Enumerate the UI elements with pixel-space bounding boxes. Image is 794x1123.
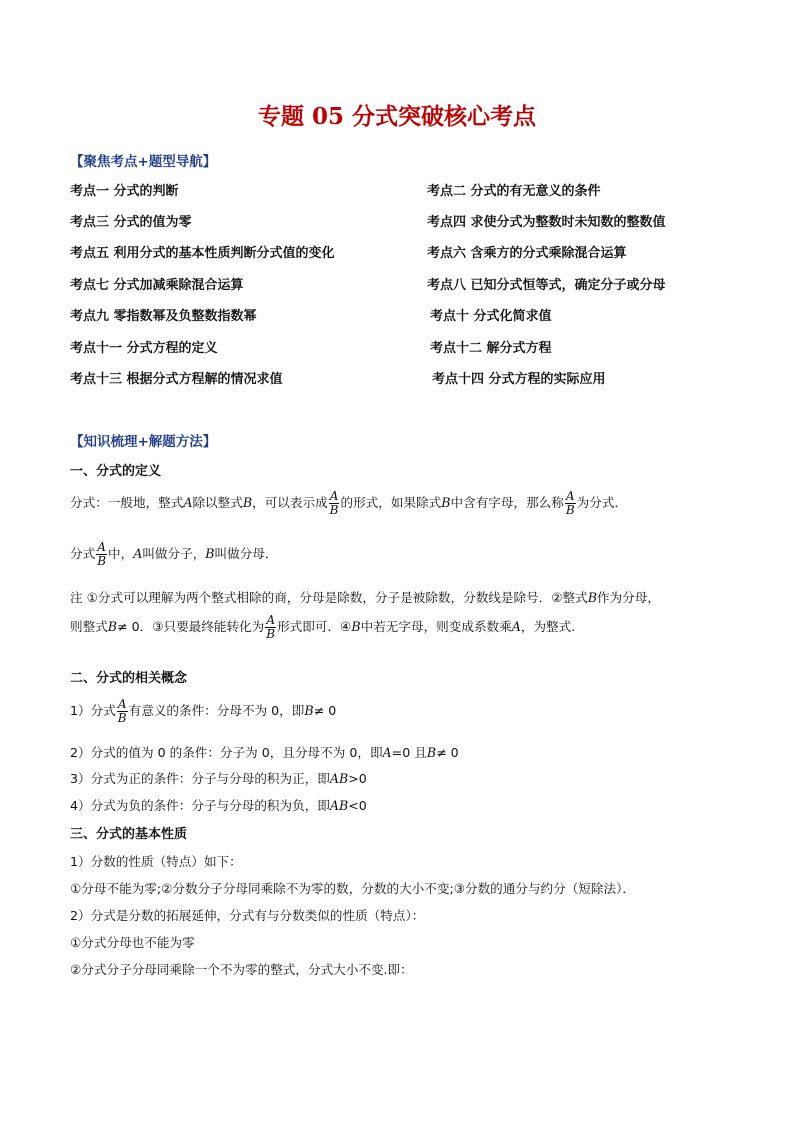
section-2-title: 二、分式的相关概念: [70, 671, 188, 686]
nav-item-9: 考点九 零指数幂及负整数指数幂: [70, 309, 257, 324]
property-line-3: 2）分式是分数的拓展延伸，分式有与分数类似的性质（特点）：: [70, 908, 425, 923]
nav-item-13: 考点十三 根据分式方程解的情况求值: [70, 372, 283, 387]
page-title: 专题 05 分式突破核心考点: [257, 103, 537, 130]
definition-paragraph: 分式：一般地，整式A除以整式B，可以表示成 $\frac{A}{B}$ 的形式，如果除式B中含有字母，那么称 $\frac{A}{B}$ 为分式．: [70, 489, 628, 517]
concept-2: 2）分式的值为 0 的条件：分子为 0，且分母不为 0，即A=0 且B≠ 0: [70, 745, 459, 760]
note-line-1: 注 ①分式可以理解为两个整式相除的商，分母是除数，分子是被除数，分数线是除号．②整式B作为分母，: [70, 590, 660, 605]
nav-item-7: 考点七 分式加减乘除混合运算: [70, 278, 244, 293]
fraction-a-over-b: $\frac{A}{B}$: [565, 489, 575, 517]
note-line-2: 则整式B≠ 0．③只要最终能转化为 $\frac{A}{B}$ 形式即可．④B中若无字母，则变成系数乘A，为整式.: [70, 613, 576, 641]
nav-item-8: 考点八 已知分式恒等式，确定分子或分母: [427, 278, 666, 293]
section-1-title: 一、分式的定义: [70, 464, 162, 479]
nav-heading: 【聚焦考点+题型导航】: [70, 154, 217, 170]
fraction-a-over-b: $\frac{A}{B}$: [117, 697, 127, 725]
nav-item-6: 考点六 含乘方的分式乘除混合运算: [427, 246, 627, 261]
concept-1: 1）分式 $\frac{A}{B}$ 有意义的条件：分母不为 0，即B≠ 0: [70, 697, 337, 725]
fraction-a-over-b: $\frac{A}{B}$: [329, 489, 339, 517]
knowledge-heading: 【知识梳理+解题方法】: [70, 434, 217, 450]
property-line-1: 1）分数的性质（特点）如下：: [70, 854, 242, 869]
fraction-a-over-b: $\frac{A}{B}$: [266, 613, 276, 641]
numerator-denominator-line: 分式 $\frac{A}{B}$ 中，A叫做分子，B叫做分母．: [70, 540, 278, 568]
property-line-2: ①分母不能为零;②分数分子分母同乘除不为零的数，分数的大小不变;③分数的通分与约分（短除法）．: [70, 881, 635, 896]
concept-3: 3）分式为正的条件：分子与分母的积为正，即AB>0: [70, 771, 367, 786]
nav-item-14: 考点十四 分式方程的实际应用: [432, 372, 606, 387]
nav-item-2: 考点二 分式的有无意义的条件: [427, 184, 601, 199]
nav-item-10: 考点十 分式化简求值: [430, 309, 552, 324]
section-3-title: 三、分式的基本性质: [70, 827, 188, 842]
nav-item-4: 考点四 求使分式为整数时未知数的整数值: [427, 215, 666, 230]
property-line-5: ②分式分子分母同乘除一个不为零的整式，分式大小不变.即：: [70, 962, 413, 977]
concept-4: 4）分式为负的条件：分子与分母的积为负，即AB<0: [70, 798, 367, 813]
nav-item-5: 考点五 利用分式的基本性质判断分式值的变化: [70, 246, 335, 261]
fraction-a-over-b: $\frac{A}{B}$: [97, 540, 107, 568]
nav-item-1: 考点一 分式的判断: [70, 184, 179, 199]
nav-item-11: 考点十一 分式方程的定义: [70, 341, 218, 356]
nav-item-12: 考点十二 解分式方程: [430, 341, 552, 356]
property-line-4: ①分式分母也不能为零: [70, 935, 195, 950]
nav-item-3: 考点三 分式的值为零: [70, 215, 192, 230]
